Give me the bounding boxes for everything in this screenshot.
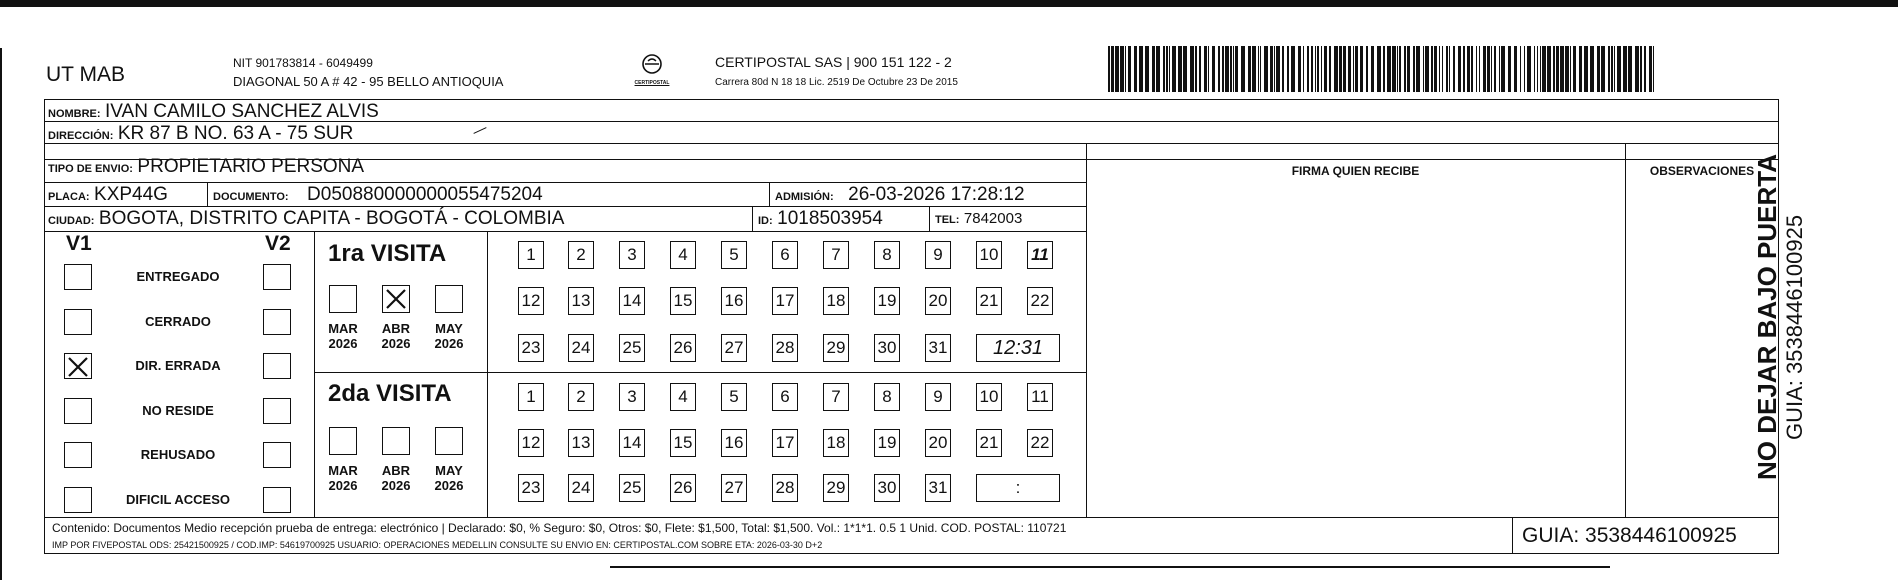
placa-row xyxy=(48,184,168,206)
admision-row xyxy=(775,184,1025,206)
barcode-bar xyxy=(1508,46,1511,92)
day-box[interactable]: 23 xyxy=(518,334,544,362)
barcode-bar xyxy=(1270,46,1273,92)
v2-checkbox[interactable] xyxy=(263,264,291,290)
barcode-bar xyxy=(1291,46,1295,92)
firma-header: FIRMA QUIEN RECIBE xyxy=(1291,164,1420,178)
barcode-bar xyxy=(1190,46,1194,92)
barcode-bar xyxy=(1501,46,1505,92)
barcode-bar xyxy=(1573,46,1576,92)
day-box[interactable]: 27 xyxy=(721,474,747,502)
id-row xyxy=(758,208,883,230)
day-box[interactable]: 16 xyxy=(721,287,747,315)
company-nit: NIT 901783814 - 6049499 xyxy=(233,56,373,70)
barcode-bar xyxy=(1195,46,1197,92)
status-divider xyxy=(314,231,315,517)
barcode-bar xyxy=(1387,46,1391,92)
barcode-bar xyxy=(1540,46,1541,92)
day-box[interactable]: 27 xyxy=(721,334,747,362)
day-box[interactable]: 9 xyxy=(925,383,951,411)
footer-content: Contenido: Documentos Medio recepción prueba de entrega: electrónico | Declarado: $0, % Seguro: $0, Otros: $0, Flete: $1,500, Total: $1,500. Vol.: 1*1*1. 0.5 1 Unid. COD. POSTAL: 110721 xyxy=(52,521,1067,535)
barcode-bar xyxy=(1614,46,1615,92)
day-box[interactable]: 3 xyxy=(619,241,645,269)
tipo-label: TIPO DE ENVIO: xyxy=(48,163,133,175)
barcode-bar xyxy=(1298,46,1301,92)
day-box[interactable]: 19 xyxy=(874,429,900,457)
barcode xyxy=(1108,46,1658,92)
direccion-row xyxy=(48,123,353,145)
barcode-bar xyxy=(1264,46,1268,92)
barcode-bar xyxy=(1334,46,1338,92)
barcode-bar xyxy=(1274,46,1275,92)
barcode-bar xyxy=(1183,46,1187,92)
id-label: ID: xyxy=(758,215,773,227)
day-box[interactable]: 1 xyxy=(518,241,544,269)
barcode-bar xyxy=(1233,46,1234,92)
row-line-6 xyxy=(44,231,1086,232)
status-label: NO RESIDE xyxy=(142,402,214,418)
barcode-bar xyxy=(1520,46,1521,92)
day-box[interactable]: 25 xyxy=(619,474,645,502)
barcode-bar xyxy=(1230,46,1232,92)
barcode-bar xyxy=(1499,46,1500,92)
month-checkbox[interactable] xyxy=(435,427,463,455)
admision-value: 26-03-2026 17:28:12 xyxy=(848,184,1025,205)
month-name: ABR xyxy=(381,321,411,336)
v1-checkbox[interactable] xyxy=(64,487,92,513)
month-label xyxy=(373,321,419,351)
v2-checkbox[interactable] xyxy=(263,487,291,513)
barcode-bar xyxy=(1494,46,1496,92)
day-box[interactable]: 25 xyxy=(619,334,645,362)
tel-divider xyxy=(929,206,930,231)
tipo-row xyxy=(48,156,364,178)
month-label xyxy=(373,463,419,493)
day-box[interactable]: 5 xyxy=(721,383,747,411)
day-box[interactable]: 13 xyxy=(568,429,594,457)
day-box[interactable]: 11 xyxy=(1027,383,1053,411)
barcode-bar xyxy=(1108,46,1110,92)
day-box[interactable]: 26 xyxy=(670,334,696,362)
day-box[interactable]: 14 xyxy=(619,429,645,457)
visit2-title: 2da VISITA xyxy=(328,380,452,407)
admision-divider xyxy=(769,182,770,206)
barcode-bar xyxy=(1204,46,1207,92)
barcode-bar xyxy=(1542,46,1546,92)
day-box[interactable]: 30 xyxy=(874,334,900,362)
day-box[interactable]: 8 xyxy=(874,383,900,411)
day-box[interactable]: 11 xyxy=(1027,241,1053,269)
month-name: MAR xyxy=(328,321,358,336)
day-box[interactable]: 6 xyxy=(772,383,798,411)
tel-row xyxy=(935,210,1022,228)
nombre-row xyxy=(48,101,379,123)
time-box[interactable]: : xyxy=(976,474,1060,502)
check-x-icon xyxy=(383,286,409,312)
month-name: MAY xyxy=(435,321,463,336)
barcode-bar xyxy=(1166,46,1168,92)
barcode-bar xyxy=(1377,46,1381,92)
barcode-bar xyxy=(1446,46,1448,92)
day-box[interactable]: 4 xyxy=(670,241,696,269)
barcode-graphic xyxy=(1108,46,1658,92)
barcode-bar xyxy=(1348,46,1351,92)
day-box[interactable]: 10 xyxy=(976,383,1002,411)
day-box[interactable]: 30 xyxy=(874,474,900,502)
barcode-bar xyxy=(1491,46,1492,92)
barcode-bar xyxy=(1311,46,1313,92)
day-box[interactable]: 12 xyxy=(518,287,544,315)
barcode-bar xyxy=(1483,46,1486,92)
day-box[interactable]: 29 xyxy=(823,334,849,362)
barcode-bar xyxy=(1324,46,1327,92)
barcode-bar xyxy=(1248,46,1251,92)
month-label xyxy=(320,321,366,351)
barcode-bar xyxy=(1156,46,1160,92)
barcode-bar xyxy=(1442,46,1443,92)
documento-value: D050880000000055475204 xyxy=(307,184,543,205)
day-box[interactable]: 21 xyxy=(976,287,1002,315)
barcode-bar xyxy=(1287,46,1289,92)
month-year: 2026 xyxy=(328,336,358,351)
day-box[interactable]: 23 xyxy=(518,474,544,502)
barcode-bar xyxy=(1425,46,1429,92)
day-box[interactable]: 7 xyxy=(823,241,849,269)
side-warning: NO DEJAR BAJO PUERTA xyxy=(1752,153,1782,480)
day-box[interactable]: 6 xyxy=(772,241,798,269)
tel-value: 7842003 xyxy=(963,210,1023,227)
barcode-bar xyxy=(1199,46,1201,92)
v1-header: V1 xyxy=(66,232,92,255)
v2-checkbox[interactable] xyxy=(263,353,291,379)
barcode-bar xyxy=(1303,46,1304,92)
v1-checkbox[interactable] xyxy=(64,309,92,335)
day-box[interactable]: 17 xyxy=(772,429,798,457)
barcode-bar xyxy=(1353,46,1354,92)
barcode-bar xyxy=(1371,46,1374,92)
barcode-bar xyxy=(1315,46,1316,92)
barcode-bar xyxy=(1534,46,1535,92)
barcode-bar xyxy=(1212,46,1215,92)
barcode-bar xyxy=(1617,46,1621,92)
day-box[interactable]: 21 xyxy=(976,429,1002,457)
barcode-bar xyxy=(1431,46,1433,92)
barcode-bar xyxy=(1590,46,1594,92)
barcode-bar xyxy=(1329,46,1331,92)
barcode-bar xyxy=(1423,46,1424,92)
barcode-bar xyxy=(1527,46,1531,92)
v2-checkbox[interactable] xyxy=(263,398,291,424)
barcode-bar xyxy=(1307,46,1309,92)
barcode-bar xyxy=(1560,46,1564,92)
v2-checkbox[interactable] xyxy=(263,442,291,468)
observaciones-left-line xyxy=(1625,143,1626,517)
ciudad-label: CIUDAD: xyxy=(48,215,95,227)
day-box[interactable]: 29 xyxy=(823,474,849,502)
barcode-bar xyxy=(1640,46,1642,92)
placa-divider xyxy=(207,182,208,206)
certipostal-logo xyxy=(627,53,677,87)
barcode-bar xyxy=(1608,46,1610,92)
barcode-bar xyxy=(1225,46,1229,92)
barcode-bar xyxy=(1524,46,1525,92)
barcode-bar xyxy=(1276,46,1280,92)
barcode-bar xyxy=(1317,46,1319,92)
barcode-bar xyxy=(1208,46,1209,92)
barcode-bar xyxy=(1467,46,1470,92)
barcode-bar xyxy=(1553,46,1555,92)
barcode-bar xyxy=(1611,46,1613,92)
day-box[interactable]: 18 xyxy=(823,429,849,457)
month-name: MAY xyxy=(435,463,463,478)
month-year: 2026 xyxy=(328,478,358,493)
barcode-bar xyxy=(1628,46,1632,92)
documento-row xyxy=(213,184,543,206)
barcode-bar xyxy=(1463,46,1465,92)
day-box[interactable]: 5 xyxy=(721,241,747,269)
day-box[interactable]: 12 xyxy=(518,429,544,457)
barcode-bar xyxy=(1570,46,1571,92)
barcode-bar xyxy=(1260,46,1261,92)
barcode-bar xyxy=(1601,46,1605,92)
barcode-bar xyxy=(1218,46,1220,92)
barcode-bar xyxy=(1222,46,1224,92)
barcode-bar xyxy=(1649,46,1652,92)
barcode-bar xyxy=(1252,46,1256,92)
barcode-bar xyxy=(1584,46,1588,92)
barcode-bar xyxy=(1145,46,1149,92)
v2-header: V2 xyxy=(265,232,291,255)
day-box[interactable]: 17 xyxy=(772,287,798,315)
day-box[interactable]: 2 xyxy=(568,241,594,269)
month-label xyxy=(426,321,472,351)
month-year: 2026 xyxy=(434,336,464,351)
barcode-bar xyxy=(1111,46,1114,92)
barcode-bar xyxy=(1453,46,1455,92)
barcode-bar xyxy=(1449,46,1450,92)
footer-meta: IMP POR FIVEPOSTAL ODS: 25421500925 / COD.IMP: 54619700925 USUARIO: OPERACIONES MEDELLIN CONSULTE SU ENVIO EN: CERTIPOSTAL.COM SOBRE ETA: 2026-03-30 D+2 xyxy=(52,540,823,550)
barcode-bar xyxy=(1392,46,1396,92)
placa-value: KXP44G xyxy=(94,184,168,205)
visit1-title: 1ra VISITA xyxy=(328,240,447,267)
month-checkbox[interactable] xyxy=(329,285,357,313)
status-label: DIR. ERRADA xyxy=(135,358,221,373)
day-box[interactable]: 31 xyxy=(925,474,951,502)
firma-left-line xyxy=(1086,143,1087,517)
barcode-bar xyxy=(1321,46,1322,92)
day-box[interactable]: 4 xyxy=(670,383,696,411)
v1-checkbox[interactable] xyxy=(64,353,92,379)
month-checkbox[interactable] xyxy=(382,427,410,455)
ciudad-row xyxy=(48,208,564,230)
day-box[interactable]: 8 xyxy=(874,241,900,269)
admision-label: ADMISIÓN: xyxy=(775,191,834,203)
barcode-bar xyxy=(1399,46,1401,92)
barcode-bar xyxy=(1163,46,1165,92)
day-box[interactable]: 22 xyxy=(1027,429,1053,457)
barcode-bar xyxy=(1172,46,1176,92)
barcode-bar xyxy=(1439,46,1440,92)
row-line-4 xyxy=(44,182,1086,183)
barcode-bar xyxy=(1258,46,1259,92)
day-box[interactable]: 7 xyxy=(823,383,849,411)
footer-guia-divider xyxy=(1512,517,1513,554)
nombre-value: IVAN CAMILO SANCHEZ ALVIS xyxy=(105,101,379,122)
day-box[interactable]: 10 xyxy=(976,241,1002,269)
barcode-bar xyxy=(1120,46,1124,92)
scan-top-edge xyxy=(0,0,1898,7)
day-box[interactable]: 16 xyxy=(721,429,747,457)
month-year: 2026 xyxy=(381,336,411,351)
v1-checkbox[interactable] xyxy=(64,442,92,468)
tipo-value: PROPIETARIO PERSONA xyxy=(137,156,365,177)
direccion-label: DIRECCIÓN: xyxy=(48,130,114,142)
day-box[interactable]: 19 xyxy=(874,287,900,315)
barcode-bar xyxy=(1115,46,1119,92)
day-box[interactable]: 28 xyxy=(772,474,798,502)
tel-label: TEL: xyxy=(935,214,960,226)
status-label: DIFICIL ACCESO xyxy=(125,491,230,507)
barcode-bar xyxy=(1416,46,1420,92)
day-box[interactable]: 22 xyxy=(1027,287,1053,315)
barcode-bar xyxy=(1134,46,1137,92)
day-box[interactable]: 3 xyxy=(619,383,645,411)
barcode-bar xyxy=(1152,46,1155,92)
time-box[interactable]: 12:31 xyxy=(976,334,1060,362)
barcode-bar xyxy=(1644,46,1646,92)
day-box[interactable]: 26 xyxy=(670,474,696,502)
month-year: 2026 xyxy=(434,478,464,493)
company-address: DIAGONAL 50 A # 42 - 95 BELLO ANTIOQUIA xyxy=(233,74,504,89)
barcode-bar xyxy=(1282,46,1284,92)
side-guia: GUIA: 3538446100925 xyxy=(1782,214,1807,440)
month-checkbox[interactable] xyxy=(435,285,463,313)
scan-bottom-edge xyxy=(610,566,1610,568)
barcode-bar xyxy=(1128,46,1131,92)
logo-text: CERTIPOSTAL xyxy=(634,80,670,86)
month-name: MAR xyxy=(328,463,358,478)
barcode-bar xyxy=(1383,46,1385,92)
barcode-bar xyxy=(1339,46,1342,92)
barcode-bar xyxy=(1178,46,1182,92)
footer-guia: GUIA: 3538446100925 xyxy=(1522,524,1737,547)
months-divider xyxy=(487,231,488,517)
barcode-bar xyxy=(1434,46,1437,92)
barcode-bar xyxy=(1565,46,1569,92)
nombre-label: NOMBRE: xyxy=(48,108,101,120)
barcode-bar xyxy=(1471,46,1473,92)
day-box[interactable]: 24 xyxy=(568,474,594,502)
barcode-bar xyxy=(1623,46,1627,92)
status-label: REHUSADO xyxy=(140,447,216,462)
day-box[interactable]: 31 xyxy=(925,334,951,362)
barcode-bar xyxy=(1458,46,1461,92)
month-checkbox[interactable] xyxy=(382,285,410,313)
barcode-bar xyxy=(1407,46,1410,92)
barcode-bar xyxy=(1169,46,1170,92)
day-box[interactable]: 15 xyxy=(670,287,696,315)
barcode-bar xyxy=(1514,46,1517,92)
id-value: 1018503954 xyxy=(777,208,883,229)
documento-label: DOCUMENTO: xyxy=(213,191,289,203)
barcode-bar xyxy=(1355,46,1358,92)
carrier-name: CERTIPOSTAL SAS | 900 151 122 - 2 xyxy=(715,54,952,70)
month-year: 2026 xyxy=(381,478,411,493)
id-divider xyxy=(752,206,753,231)
placa-label: PLACA: xyxy=(48,191,90,203)
barcode-bar xyxy=(1397,46,1398,92)
ciudad-value: BOGOTA, DISTRITO CAPITA - BOGOTÁ - COLOMBIA xyxy=(98,208,565,229)
month-label xyxy=(320,463,366,493)
barcode-bar xyxy=(1556,46,1559,92)
barcode-bar xyxy=(1125,46,1126,92)
certipostal-logo-icon xyxy=(637,53,667,75)
barcode-bar xyxy=(1479,46,1480,92)
barcode-bar xyxy=(1476,46,1477,92)
company-name: UT MAB xyxy=(46,63,125,86)
day-box[interactable]: 18 xyxy=(823,287,849,315)
day-box[interactable]: 20 xyxy=(925,287,951,315)
barcode-bar xyxy=(1597,46,1600,92)
barcode-bar xyxy=(1139,46,1143,92)
v2-checkbox[interactable] xyxy=(263,309,291,335)
status-label: CERRADO xyxy=(145,313,211,329)
day-box[interactable]: 1 xyxy=(518,383,544,411)
barcode-bar xyxy=(1537,46,1538,92)
day-box[interactable]: 9 xyxy=(925,241,951,269)
v1-checkbox[interactable] xyxy=(64,398,92,424)
barcode-bar xyxy=(1343,46,1346,92)
barcode-bar xyxy=(1413,46,1415,92)
observaciones-header: OBSERVACIONES xyxy=(1649,164,1755,178)
scan-left-edge xyxy=(0,48,2,580)
barcode-bar xyxy=(1579,46,1582,92)
visit-divider xyxy=(314,372,1086,373)
day-box[interactable]: 24 xyxy=(568,334,594,362)
status-label: ENTREGADO xyxy=(136,269,220,284)
footer-top-line xyxy=(44,517,1779,518)
v1-checkbox[interactable] xyxy=(64,264,92,290)
direccion-value: KR 87 B NO. 63 A - 75 SUR xyxy=(117,123,354,144)
barcode-bar xyxy=(1241,46,1245,92)
month-name: ABR xyxy=(381,463,411,478)
barcode-bar xyxy=(1653,46,1654,92)
barcode-bar xyxy=(1235,46,1238,92)
day-box[interactable]: 15 xyxy=(670,429,696,457)
barcode-bar xyxy=(1404,46,1406,92)
barcode-bar xyxy=(1547,46,1551,92)
barcode-bar xyxy=(1635,46,1639,92)
barcode-bar xyxy=(1487,46,1490,92)
day-box[interactable]: 28 xyxy=(772,334,798,362)
month-label xyxy=(426,463,472,493)
day-box[interactable]: 20 xyxy=(925,429,951,457)
day-box[interactable]: 14 xyxy=(619,287,645,315)
barcode-bar xyxy=(1366,46,1368,92)
check-x-icon xyxy=(65,354,91,380)
carrier-license: Carrera 80d N 18 18 Lic. 2519 De Octubre 23 De 2015 xyxy=(715,77,958,88)
day-box[interactable]: 2 xyxy=(568,383,594,411)
month-checkbox[interactable] xyxy=(329,427,357,455)
barcode-bar xyxy=(1360,46,1363,92)
day-box[interactable]: 13 xyxy=(568,287,594,315)
